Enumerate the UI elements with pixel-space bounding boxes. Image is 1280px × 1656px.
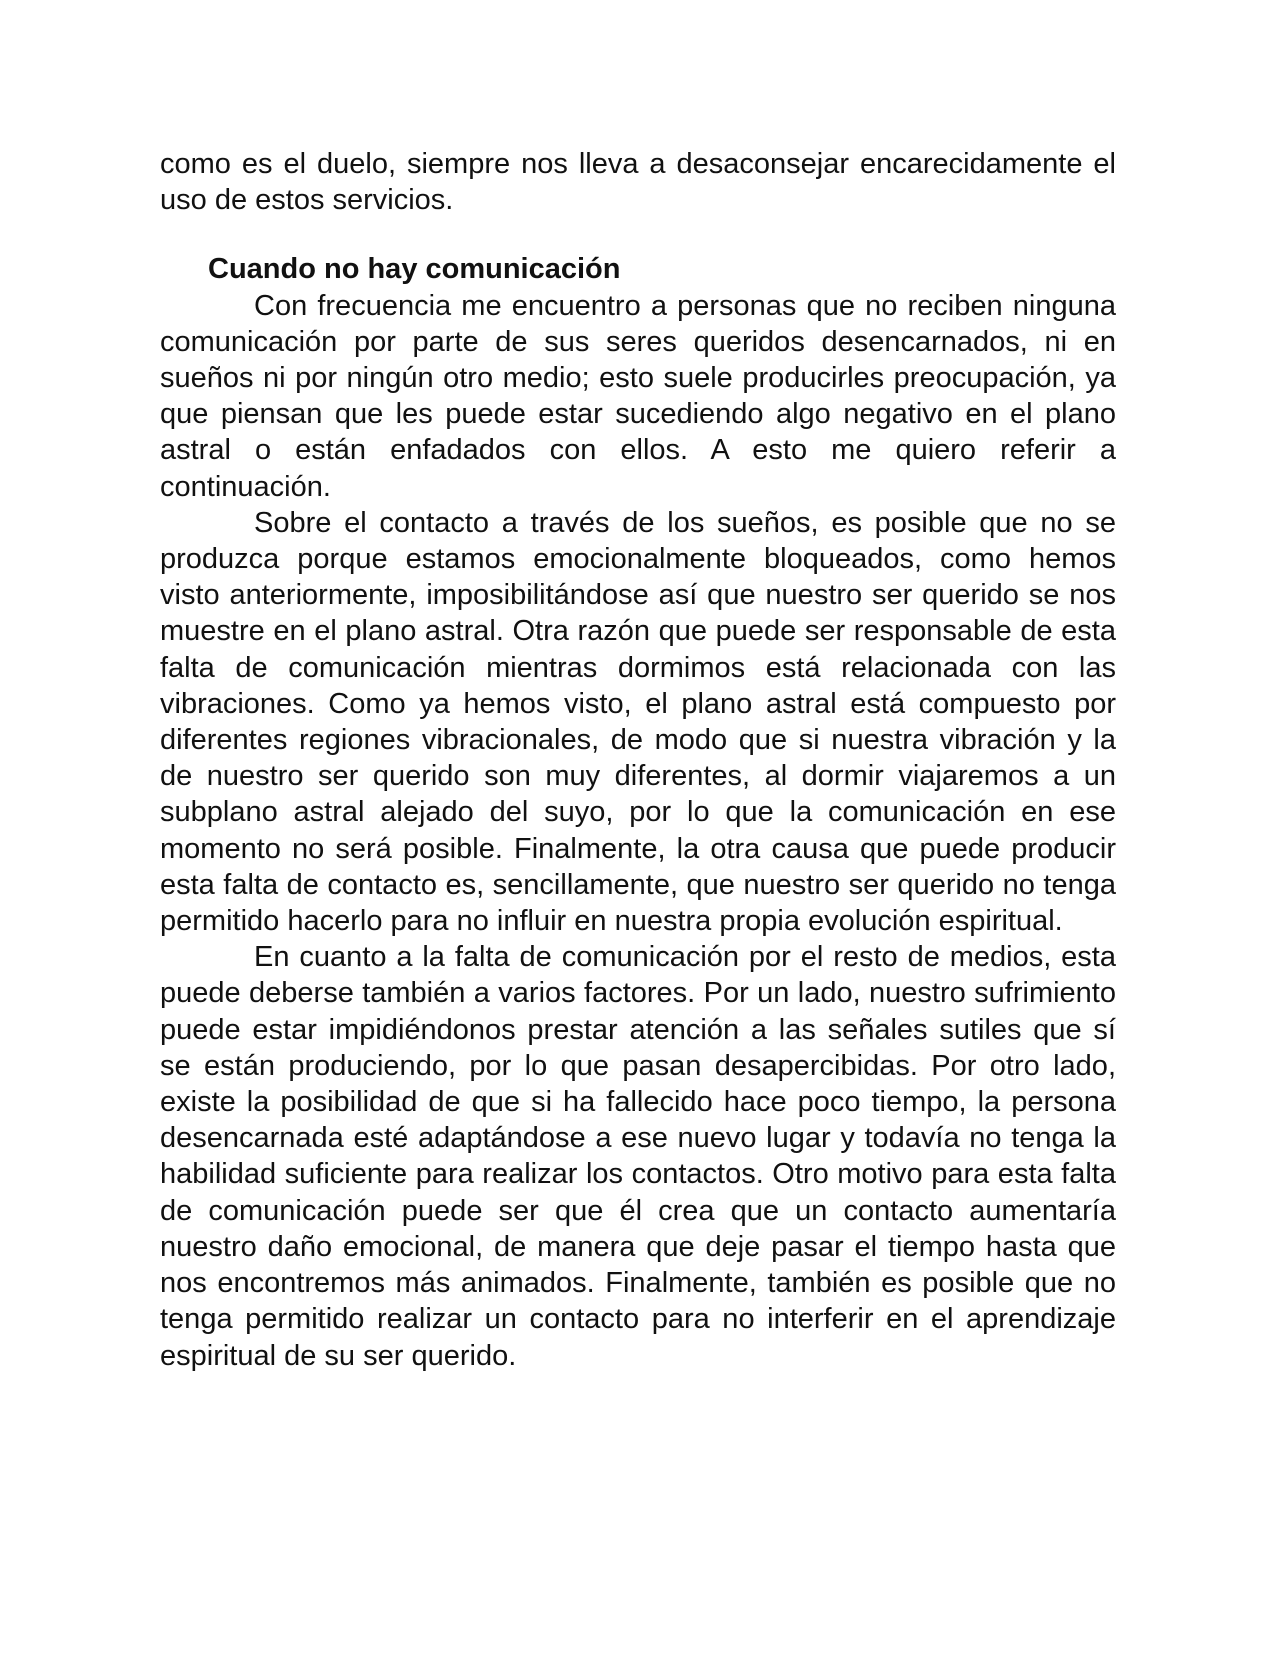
body-paragraph: En cuanto a la falta de comunicación por el resto de medios, esta puede deberse también a varios factores. Por un lado, nuestro sufrimiento puede estar impidiéndonos prestar atención a las señales sutiles que sí se están produciendo, por lo que pasan desapercibidas. Por otro lado, existe la posibilidad de que si ha fallecido hace poco tiempo, la persona desencarnada esté adaptándose a ese nuevo lugar y todavía no tenga la habilidad suficiente para realizar los contactos. Otro motivo para esta falta de comunicación puede ser que él crea que un contacto aumentaría nuestro daño emocional, de manera que deje pasar el tiempo hasta que nos encontremos más animados. Finalmente, también es posible que no tenga permitido realizar un contacto para no interferir en el aprendizaje espiritual de su ser querido.	[160, 941, 1116, 1372]
body-paragraph: Con frecuencia me encuentro a personas que no reciben ninguna comunicación por parte de sus seres queridos desencarnados, ni en sueños ni por ningún otro medio; esto suele producirles preocupación, ya que piensan que les puede estar sucediendo algo negativo en el plano astral o están enfadados con ellos. A esto me quiero referir a continuación.	[160, 289, 1116, 503]
section-heading: Cuando no hay comunicación	[208, 253, 621, 286]
opening-paragraph-fragment: como es el duelo, siempre nos lleva a desaconsejar encarecidamente el uso de estos servicios.	[160, 148, 1116, 217]
body-paragraph: Sobre el contacto a través de los sueños, es posible que no se produzca porque estamos emocionalmente bloqueados, como hemos visto anteriormente, imposibilitándose así que nuestro ser querido se nos muestre en el plano astral. Otra razón que puede ser responsable de esta falta de comunicación mientras dormimos está relacionada con las vibraciones. Como ya hemos visto, el plano astral está compuesto por diferentes regiones vibracionales, de modo que si nuestra vibración y la de nuestro ser querido son muy diferentes, al dormir viajaremos a un subplano astral alejado del suyo, por lo que la comunicación en ese momento no será posible. Finalmente, la otra causa que puede producir esta falta de contacto es, sencillamente, que nuestro ser querido no tenga permitido hacerlo para no influir en nuestra propia evolución espiritual.	[160, 506, 1116, 938]
document-page	[160, 146, 1116, 1374]
